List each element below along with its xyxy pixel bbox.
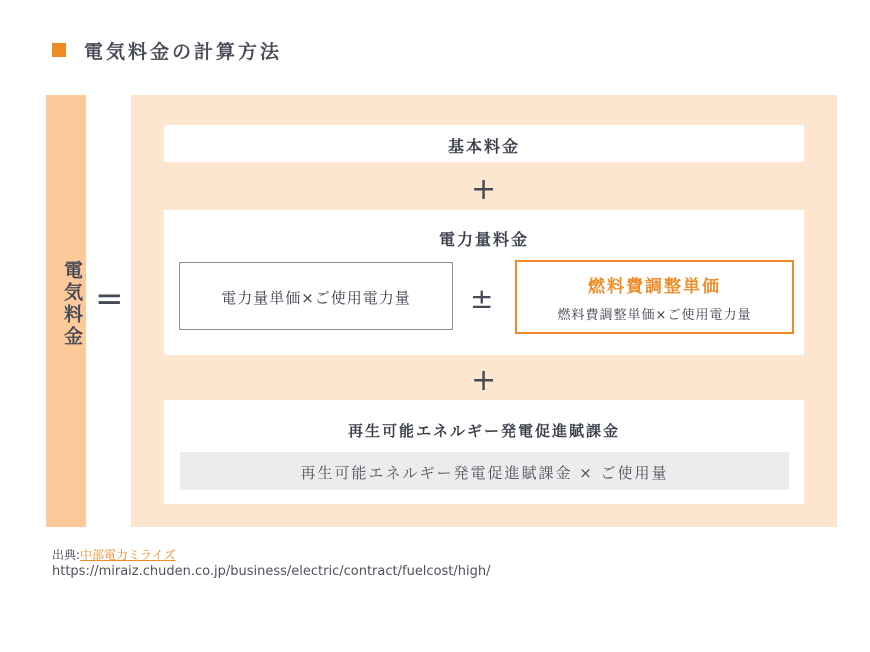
plus-minus-sign: ± [470, 282, 494, 315]
plus-sign: + [471, 172, 497, 207]
fuel-adjustment-title: 燃料費調整単価 [588, 277, 721, 297]
electricity-fee-bar [46, 95, 86, 527]
section-title [52, 38, 282, 62]
unit-price-formula: 電力量単価×ご使用電力量 [221, 289, 411, 307]
base-fee-label: 基本料金 [447, 137, 520, 156]
page-title: 電気料金の計算方法 [84, 40, 283, 63]
renewable-levy-formula-box [180, 452, 789, 490]
source-link[interactable]: 中部電力ミライズ [80, 548, 176, 562]
energy-charge-title: 電力量料金 [438, 230, 529, 249]
fuel-adjustment-formula: 燃料費調整単価×ご使用電力量 [557, 308, 752, 323]
unit-price-box [179, 262, 453, 330]
plus-sign: + [471, 363, 497, 398]
source-prefix: 出典: [52, 548, 81, 562]
title-square-icon [52, 43, 66, 57]
source-credit [52, 546, 176, 563]
base-fee-box [164, 125, 804, 162]
electricity-fee-label: 電気料金 [61, 260, 83, 348]
renewable-levy-box [164, 400, 804, 504]
source-url: https://miraiz.chuden.co.jp/business/electric/contract/fuelcost/high/ [52, 564, 491, 579]
renewable-levy-formula: 再生可能エネルギー発電促進賦課金 × ご使用量 [300, 464, 669, 482]
renewable-levy-title: 再生可能エネルギー発電促進賦課金 [347, 422, 620, 440]
energy-charge-box [164, 210, 804, 355]
equals-sign: = [95, 279, 124, 319]
fuel-adjustment-box [515, 260, 794, 334]
